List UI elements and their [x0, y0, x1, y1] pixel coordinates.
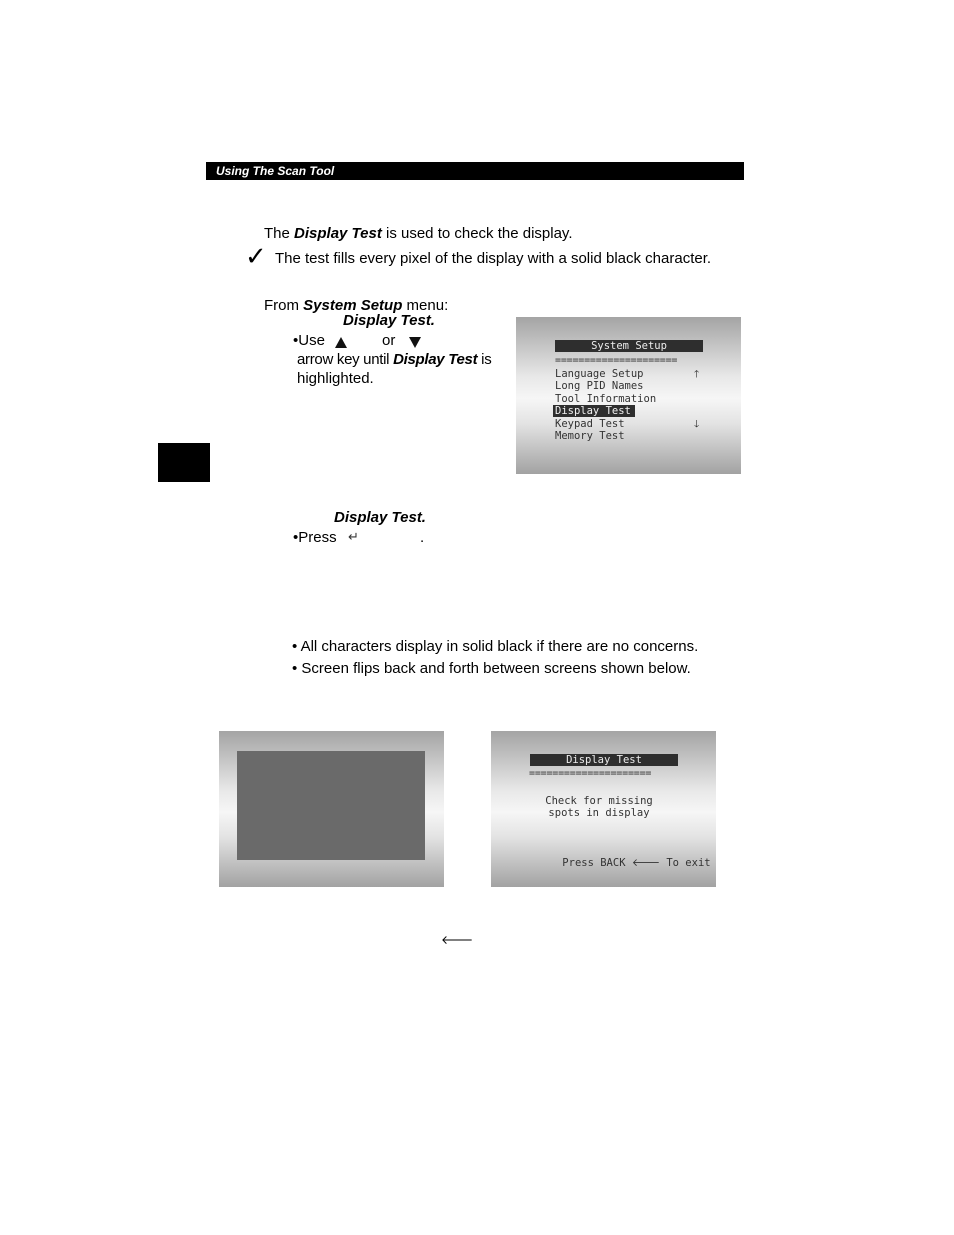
- system-setup-screen: [516, 317, 741, 474]
- intro-pre: The: [264, 225, 295, 242]
- section-header-title: Using The Scan Tool: [216, 164, 335, 178]
- spots-in-display-line: spots in display: [548, 807, 650, 819]
- step2-period: .: [420, 529, 425, 546]
- menu-item-long-pid-names: Long PID Names: [555, 380, 644, 392]
- note-text: The test fills every pixel of the display with a solid black character.: [275, 250, 712, 267]
- step1-line2-bold: Display Test: [393, 351, 478, 368]
- menu-item-memory-test: Memory Test: [555, 430, 625, 442]
- step2-press: •Press: [293, 529, 337, 546]
- step1-line2-post: is: [477, 351, 492, 368]
- display-test-screen: [491, 731, 716, 887]
- screen-separator: =====================: [555, 355, 678, 366]
- to-exit-text: To exit: [666, 857, 711, 869]
- step1-use: •Use: [293, 332, 325, 349]
- intro-paragraph: [264, 225, 573, 243]
- bullet-screen-flips: • Screen flips back and forth between screens shown below.: [292, 660, 691, 677]
- screen-title-bar: System Setup: [555, 340, 703, 352]
- menu-item-language-setup: Language Setup: [555, 368, 644, 380]
- scroll-up-arrow-icon: 🡑: [694, 369, 700, 380]
- down-arrow-key-icon: [409, 337, 421, 348]
- bullet-solid-black: • All characters display in solid black if there are no concerns.: [292, 638, 699, 655]
- solid-black-pixel-block: [237, 751, 425, 860]
- from-menu-pre: From: [264, 297, 304, 314]
- intro-post: is used to check the display.: [381, 225, 573, 242]
- section-header-bar: [206, 162, 744, 180]
- menu-item-tool-information: Tool Information: [555, 393, 657, 405]
- from-menu-post: menu:: [402, 297, 449, 314]
- from-menu-bold: System Setup: [303, 297, 403, 314]
- menu-item-display-test-highlighted: Display Test: [553, 405, 635, 417]
- press-back-to-exit: [537, 845, 711, 881]
- intro-bold: Display Test: [294, 225, 382, 242]
- solid-fill-screen: [219, 731, 444, 887]
- step1-heading: Display Test.: [343, 312, 435, 329]
- back-arrow-icon: 🡐: [631, 857, 661, 869]
- back-arrow-icon: 🡐: [441, 933, 474, 947]
- screen-title-bar: Display Test: [530, 754, 678, 766]
- menu-item-keypad-test: Keypad Test: [555, 418, 625, 430]
- check-icon: ✓: [245, 242, 267, 272]
- chapter-side-tab: [158, 443, 210, 482]
- step1-line3: highlighted.: [297, 370, 374, 387]
- step1-line2-pre: arrow key until: [297, 351, 394, 368]
- screen-separator: =====================: [529, 768, 652, 779]
- enter-key-icon: ↵: [348, 530, 359, 545]
- press-back-text: Press BACK: [562, 857, 626, 869]
- scroll-down-arrow-icon: 🡓: [694, 419, 700, 430]
- step1-line2: [297, 351, 491, 369]
- step1-or: or: [382, 332, 396, 349]
- step2-heading: Display Test.: [334, 509, 426, 526]
- check-missing-line: Check for missing: [545, 795, 653, 807]
- up-arrow-key-icon: [335, 337, 347, 348]
